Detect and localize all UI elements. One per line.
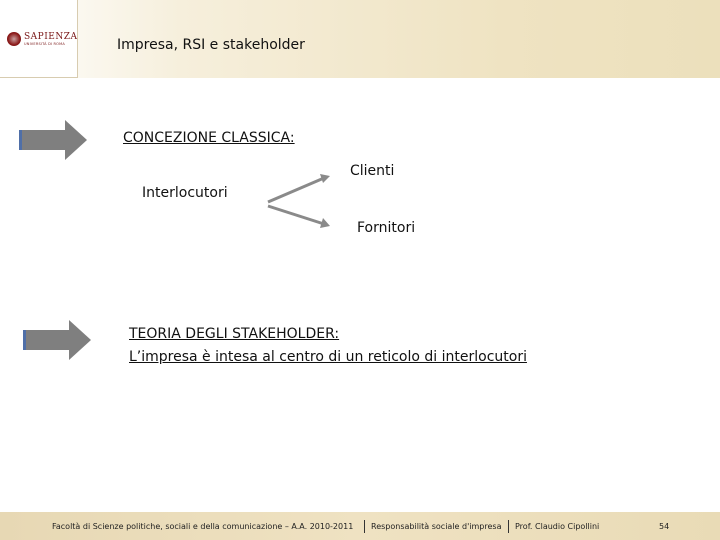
footer-professor: Prof. Claudio Cipollini [515, 522, 600, 531]
logo-name: SAPIENZA [24, 32, 78, 42]
university-logo [0, 0, 78, 78]
footer-separator [508, 520, 509, 533]
footer-faculty: Facoltà di Scienze politiche, sociali e della comunicazione – A.A. 2010-2011 [52, 522, 354, 531]
right-arrow-icon [23, 320, 91, 360]
target-fornitori: Fornitori [357, 220, 416, 236]
page-number: 54 [659, 522, 670, 531]
seal-icon [7, 32, 21, 46]
right-arrow-icon [19, 120, 87, 160]
target-clienti: Clienti [350, 163, 395, 179]
footer-bar [0, 512, 720, 540]
header-bar [0, 0, 720, 78]
source-interlocutori: Interlocutori [142, 185, 228, 201]
footer-course: Responsabilità sociale d'impresa [371, 522, 502, 531]
footer-separator [364, 520, 365, 533]
classic-conception-heading: CONCEZIONE CLASSICA: [123, 130, 295, 146]
slide-title: Impresa, RSI e stakeholder [117, 37, 305, 53]
branch-arrows-icon [262, 172, 332, 232]
stakeholder-theory-heading: TEORIA DEGLI STAKEHOLDER: [129, 326, 340, 342]
logo-subtitle: UNIVERSITÀ DI ROMA [24, 42, 65, 46]
stakeholder-theory-subheading: L’impresa è intesa al centro di un reticolo di interlocutori [129, 349, 527, 365]
